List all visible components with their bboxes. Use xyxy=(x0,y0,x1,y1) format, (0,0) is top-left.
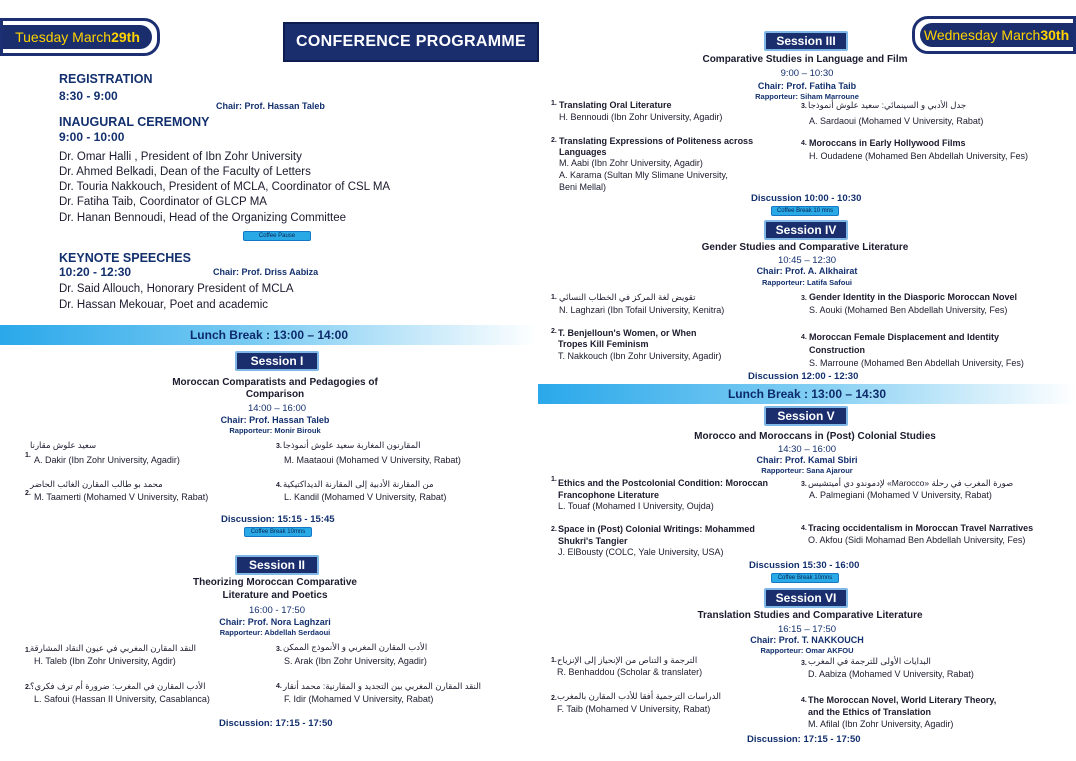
session-5-title: Morocco and Moroccans in (Post) Colonial Studies xyxy=(694,431,936,442)
session-5-time: 14:30 – 16:00 xyxy=(777,444,837,455)
talk-author: L. Kandil (Mohamed V University, Rabat) xyxy=(284,492,447,502)
session-1-badge: Session I xyxy=(235,351,319,371)
talk-title: Translating Oral Literature xyxy=(559,100,672,110)
keynote-person: Dr. Hassan Mekouar, Poet and academic xyxy=(59,299,269,311)
talk-title: Space in (Post) Colonial Writings: Mohammed xyxy=(558,524,755,534)
talk-number: 4. xyxy=(801,334,807,341)
talk-title: Languages xyxy=(559,147,607,157)
session-2-discussion: Discussion: 17:15 - 17:50 xyxy=(219,718,333,729)
talk-number: 1. xyxy=(551,100,557,107)
lunch-break-band-right: Lunch Break : 13:00 – 14:30 xyxy=(538,384,1076,404)
session-5-rapporteur: Rapporteur: Sana Ajarour xyxy=(761,466,853,475)
session-2-title-line2: Literature and Poetics xyxy=(222,590,328,601)
talk-title: صورة المغرب في رحلة «Marocco» لإدموندو دي أميتشيس xyxy=(808,478,1014,488)
session-6-discussion: Discussion: 17:15 - 17:50 xyxy=(747,734,861,745)
talk-number: 1. xyxy=(551,657,557,664)
talk-title: تقويض لغة المركز في الخطاب النسائي xyxy=(559,292,696,302)
talk-title: Moroccans in Early Hollywood Films xyxy=(809,138,966,148)
talk-number: 4. xyxy=(801,697,807,704)
session-4-chair: Chair: Prof. A. Alkhairat xyxy=(756,266,858,276)
session-3-badge: Session III xyxy=(764,31,848,51)
talk-title: Francophone Literature xyxy=(558,490,660,500)
session-6-chair: Chair: Prof. T. NAKKOUCH xyxy=(750,635,864,645)
talk-author: M. Maataoui (Mohamed V University, Rabat) xyxy=(284,455,461,465)
talk-author: S. Marroune (Mohamed Ben Abdellah University, Fes) xyxy=(809,358,1024,368)
day-label-wednesday: Wednesday March xyxy=(923,27,1041,43)
inaugural-heading: INAUGURAL CEREMONY xyxy=(59,115,210,129)
talk-author: M. Aabi (Ibn Zohr University, Agadir) xyxy=(559,158,703,168)
session-4-rapporteur: Rapporteur: Latifa Safoui xyxy=(761,278,852,287)
talk-number: 4. xyxy=(276,482,282,489)
session-2-chair: Chair: Prof. Nora Laghzari xyxy=(219,617,331,627)
talk-title: Construction xyxy=(809,345,865,355)
keynote-chair: Chair: Prof. Driss Aabiza xyxy=(213,267,319,277)
session-5-chair: Chair: Prof. Kamal Sbiri xyxy=(756,455,858,465)
talk-author: L. Safoui (Hassan II University, Casablanca) xyxy=(34,694,210,704)
day-tab-tuesday xyxy=(0,18,160,56)
talk-number: 3. xyxy=(801,660,807,667)
session-4-badge: Session IV xyxy=(764,220,848,240)
talk-title: الأدب المقارن في المغرب: ضرورة أم ترف فكري؟ xyxy=(30,681,206,691)
talk-number: 1. xyxy=(25,452,31,459)
talk-title: سعيد علوش مقارنا xyxy=(30,440,97,450)
talk-title: الأدب المقارن المغربي و الأنموذج الممكن xyxy=(283,642,428,652)
coffee-break-badge: Coffee Break 10mns xyxy=(244,527,312,537)
talk-author: A. Palmegiani (Mohamed V University, Rabat) xyxy=(809,490,992,500)
session-3-discussion: Discussion 10:00 - 10:30 xyxy=(751,193,862,204)
session-1-title-line1: Moroccan Comparatists and Pedagogies of xyxy=(172,377,378,388)
talk-author: H. Taleb (Ibn Zohr University, Agdir) xyxy=(34,656,176,666)
talk-number: 1. xyxy=(551,294,557,301)
session-6-badge: Session VI xyxy=(764,588,848,608)
session-2-time: 16:00 - 17:50 xyxy=(249,605,305,616)
talk-author: T. Nakkouch (Ibn Zohr University, Agadir) xyxy=(558,351,722,361)
talk-author: J. ElBousty (COLC, Yale University, USA) xyxy=(558,547,724,557)
talk-title: من المقارنة الأدبية إلى المقارنة الديداكتيكية xyxy=(283,479,434,489)
session-3-title: Comparative Studies in Language and Film xyxy=(702,54,908,65)
talk-title: الدراسات الترجمية أفقا للأدب المقارن بالمغرب xyxy=(557,691,722,701)
talk-author: M. Afilal (Ibn Zohr University, Agadir) xyxy=(808,719,954,729)
session-1-discussion: Discussion: 15:15 - 15:45 xyxy=(221,514,335,525)
talk-title: Tracing occidentalism in Moroccan Travel Narratives xyxy=(808,523,1034,533)
talk-number: 2. xyxy=(551,137,557,144)
talk-number: 2. xyxy=(551,328,557,335)
talk-author: R. Benhaddou (Scholar & translater) xyxy=(557,667,703,677)
talk-title: النقد المقارن المغربي بين التجديد و المقارنية: محمد أنقار xyxy=(283,681,482,691)
day-number-tuesday: 29th xyxy=(111,29,140,45)
talk-title: Gender Identity in the Diasporic Moroccan Novel xyxy=(809,292,1018,302)
talk-title: The Moroccan Novel, World Literary Theory, xyxy=(808,695,997,705)
talk-number: 4. xyxy=(801,140,807,147)
talk-number: 1. xyxy=(25,647,31,654)
session-2-badge: Session II xyxy=(235,555,319,575)
session-6-rapporteur: Rapporteur: Omar AKFOU xyxy=(760,646,854,655)
session-6-title: Translation Studies and Comparative Literature xyxy=(697,610,923,621)
talk-number: 2. xyxy=(25,684,31,691)
talk-author: M. Taamerti (Mohamed V University, Rabat) xyxy=(34,492,209,502)
talk-number: 3. xyxy=(801,481,807,488)
talk-title: البدايات الأولى للترجمة في المغرب xyxy=(808,656,931,666)
talk-title: محمد بو طالب المقارن الغائب الحاضر xyxy=(30,479,163,489)
session-5-badge: Session V xyxy=(764,406,848,426)
lunch-break-band-left: Lunch Break : 13:00 – 14:00 xyxy=(0,325,538,345)
day-number-wednesday: 30th xyxy=(1040,27,1070,43)
talk-number: 3. xyxy=(801,295,807,302)
talk-author: N. Laghzari (Ibn Tofail University, Kenitra) xyxy=(559,305,725,315)
session-4-discussion: Discussion 12:00 - 12:30 xyxy=(748,371,859,382)
session-6-time: 16:15 – 17:50 xyxy=(777,624,837,635)
session-4-time: 10:45 – 12:30 xyxy=(777,255,837,266)
talk-number: 3. xyxy=(276,646,282,653)
session-5-discussion: Discussion 15:30 - 16:00 xyxy=(749,560,860,571)
talk-author: F. Taib (Mohamed V University, Rabat) xyxy=(557,704,711,714)
inaugural-person: Dr. Omar Halli , President of Ibn Zohr University xyxy=(59,151,302,163)
keynote-person: Dr. Said Allouch, Honorary President of MCLA xyxy=(59,283,294,295)
talk-number: 2. xyxy=(25,490,31,497)
talk-title: Tropes Kill Feminism xyxy=(558,339,649,349)
day-label-tuesday: Tuesday March xyxy=(15,29,112,45)
coffee-break-badge: Coffee Break 10 mns xyxy=(771,206,839,216)
talk-title: Shukri's Tangier xyxy=(558,536,628,546)
talk-number: 1. xyxy=(551,476,557,483)
session-1-title-line2: Comparison xyxy=(245,389,305,400)
talk-number: 4. xyxy=(801,525,807,532)
talk-author: F. Idir (Mohamed V University, Rabat) xyxy=(284,694,434,704)
inaugural-person: Dr. Fatiha Taib, Coordinator of GLCP MA xyxy=(59,196,267,208)
talk-author: A. Sardaoui (Mohamed V University, Rabat) xyxy=(809,116,984,126)
keynote-heading: KEYNOTE SPEECHES xyxy=(59,251,191,265)
talk-title: Translating Expressions of Politeness across xyxy=(559,136,754,146)
talk-title: and the Ethics of Translation xyxy=(808,707,932,717)
keynote-time: 10:20 - 12:30 xyxy=(59,265,132,279)
talk-number: 3. xyxy=(801,103,807,110)
session-4-title: Gender Studies and Comparative Literature xyxy=(701,242,909,253)
talk-number: 4. xyxy=(276,683,282,690)
talk-author: D. Aabiza (Mohamed V University, Rabat) xyxy=(808,669,974,679)
programme-title: CONFERENCE PROGRAMME xyxy=(283,22,539,62)
session-3-time: 9:00 – 10:30 xyxy=(780,68,834,79)
session-3-chair: Chair: Prof. Fatiha Taib xyxy=(757,81,857,91)
registration-heading: REGISTRATION xyxy=(59,72,153,86)
talk-number: 3. xyxy=(276,443,282,450)
talk-author: A. Karama (Sultan Mly Slimane University, xyxy=(559,170,728,180)
session-2-title-line1: Theorizing Moroccan Comparative xyxy=(193,577,357,588)
talk-author: Beni Mellal) xyxy=(559,182,607,192)
talk-title: النقد المقارن المغربي في عيون النقاد المشارقة xyxy=(30,643,197,653)
talk-title: T. Benjelloun's Women, or When xyxy=(558,328,697,338)
talk-title: Moroccan Female Displacement and Identity xyxy=(809,332,1000,342)
registration-time: 8:30 - 9:00 xyxy=(59,89,118,103)
coffee-break-badge: Coffee Break 10mns xyxy=(771,573,839,583)
inaugural-time: 9:00 - 10:00 xyxy=(59,130,125,144)
talk-author: L. Touaf (Mohamed I University, Oujda) xyxy=(558,501,714,511)
talk-title: Ethics and the Postcolonial Condition: Moroccan xyxy=(558,478,769,488)
talk-author: O. Akfou (Sidi Mohamad Ben Abdellah University, Fes) xyxy=(808,535,1026,545)
inaugural-person: Dr. Ahmed Belkadi, Dean of the Faculty of Letters xyxy=(59,166,311,178)
inaugural-person: Dr. Touria Nakkouch, President of MCLA, Coordinator of CSL MA xyxy=(59,181,391,193)
coffee-pause-badge: Coffee Pause xyxy=(243,231,311,241)
talk-title: الترجمة و التناص من الإنحياز إلى الإنزياح xyxy=(557,655,698,665)
talk-author: S. Aouki (Mohamed Ben Abdellah University, Fes) xyxy=(809,305,1008,315)
inaugural-chair: Chair: Prof. Hassan Taleb xyxy=(216,101,325,111)
talk-title: جدل الأدبي و السينمائي: سعيد علوش أنموذجا xyxy=(808,100,967,110)
session-1-rapporteur: Rapporteur: Monir Birouk xyxy=(229,426,321,435)
day-tab-wednesday xyxy=(912,16,1076,54)
talk-author: S. Arak (Ibn Zohr University, Agadir) xyxy=(284,656,427,666)
session-1-time: 14:00 – 16:00 xyxy=(247,403,307,414)
talk-title: المقارنون المغاربة سعيد علوش أنموذجا xyxy=(283,440,421,450)
session-2-rapporteur: Rapporteur: Abdellah Serdaoui xyxy=(219,628,331,637)
talk-author: H. Oudadene (Mohamed Ben Abdellah University, Fes) xyxy=(809,151,1028,161)
session-1-chair: Chair: Prof. Hassan Taleb xyxy=(220,415,330,425)
talk-number: 2. xyxy=(551,695,557,702)
talk-author: H. Bennoudi (Ibn Zohr University, Agadir) xyxy=(559,112,723,122)
session-3-rapporteur: Rapporteur: Siham Marroune xyxy=(755,92,859,101)
talk-number: 2. xyxy=(551,526,557,533)
inaugural-person: Dr. Hanan Bennoudi, Head of the Organizing Committee xyxy=(59,212,347,224)
talk-author: A. Dakir (Ibn Zohr University, Agadir) xyxy=(34,455,180,465)
